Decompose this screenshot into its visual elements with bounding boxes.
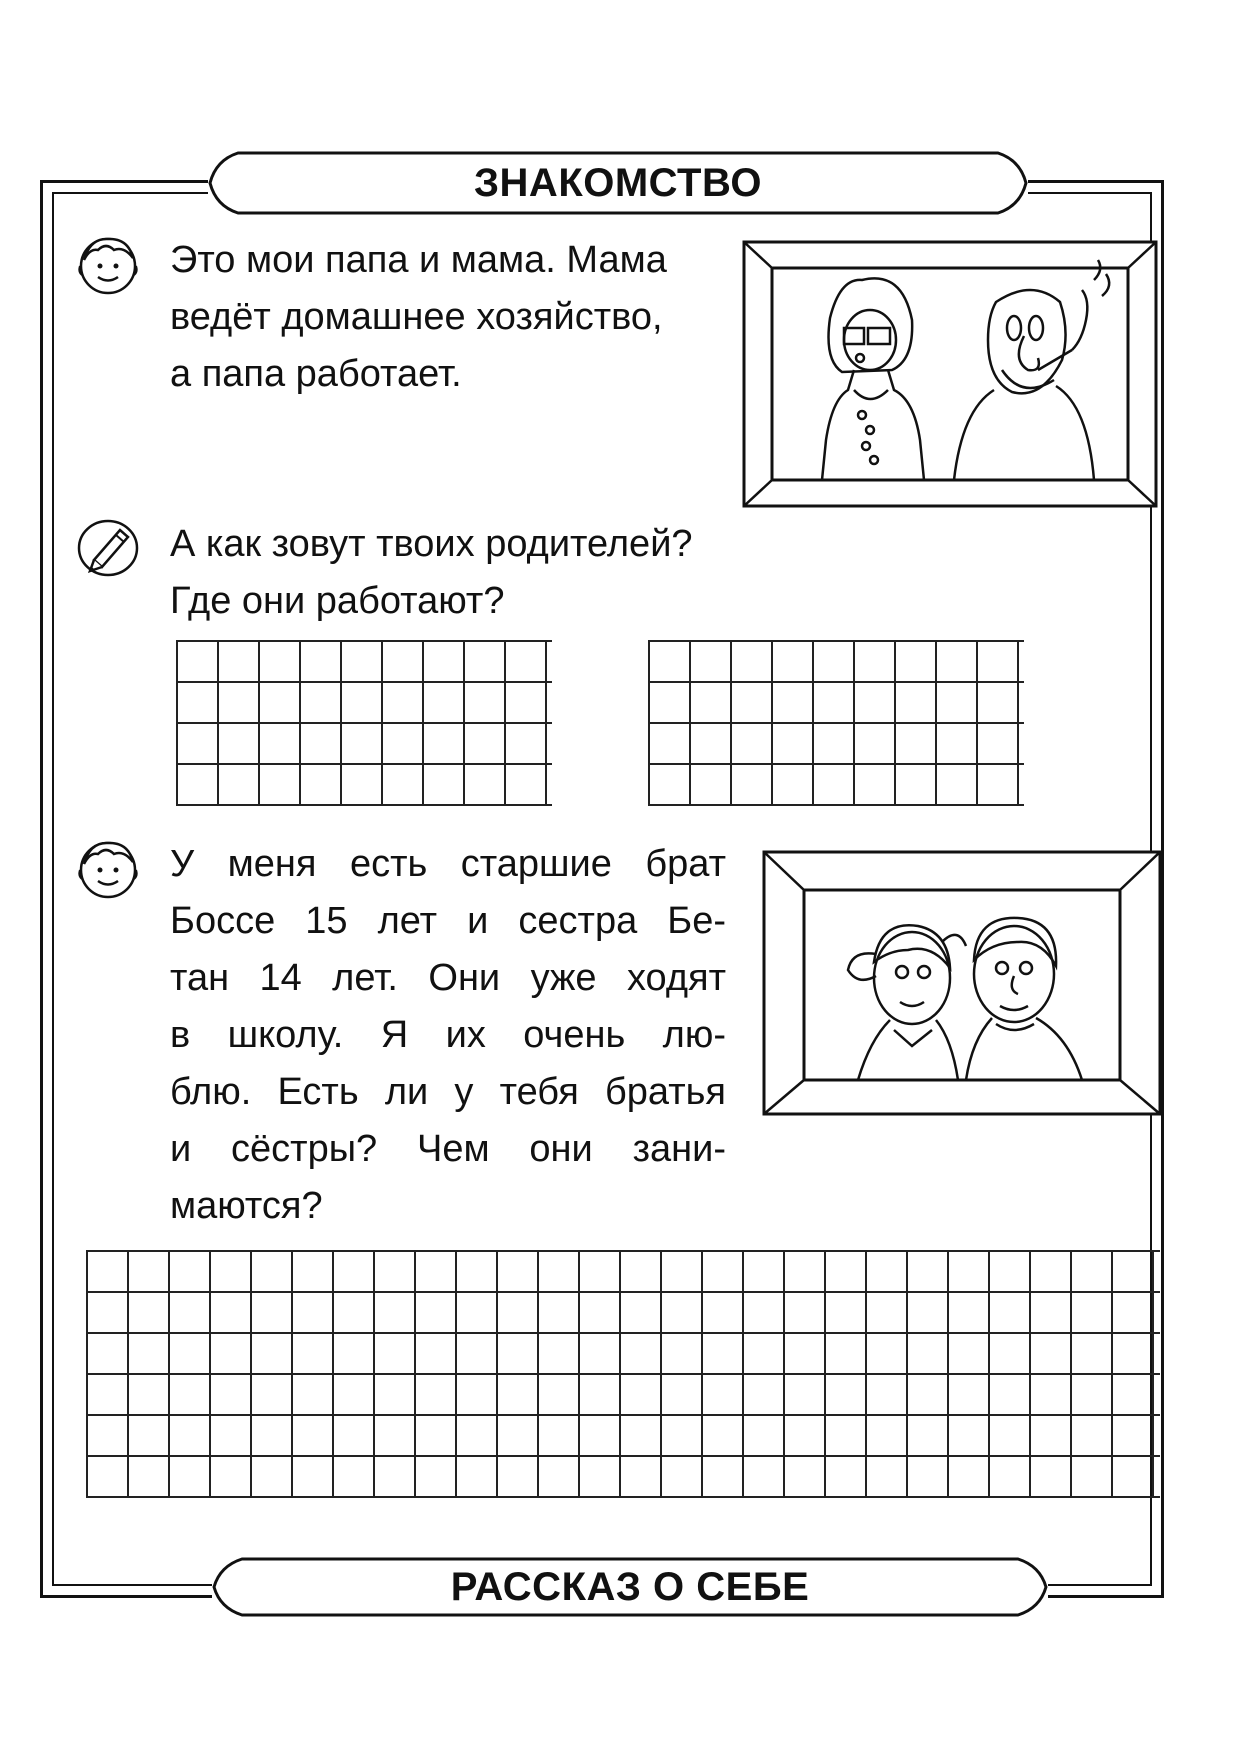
parents-picture	[742, 240, 1162, 510]
boy-face-icon	[76, 232, 140, 296]
answer-grid-left[interactable]	[176, 640, 552, 806]
header-banner	[208, 150, 1028, 216]
intro-parents-text: Это мои папа и мама. Мама ведёт домашнее хозяйство, а папа работает.	[170, 239, 667, 395]
page-title: ЗНАКОМСТВО	[473, 160, 762, 205]
answer-grid-wide[interactable]	[86, 1250, 1160, 1498]
pencil-icon	[76, 516, 140, 580]
boy-face-icon	[76, 836, 140, 900]
answer-grid-right[interactable]	[648, 640, 1024, 806]
footer-banner	[212, 1556, 1048, 1618]
siblings-picture	[762, 850, 1166, 1118]
siblings-text: У меня есть старшие брат Боссе 15 лет и сестра Бе- тан 14 лет. Они уже ходят в школу. Я их очень лю- блю. Есть ли у тебя братья и сёстры? Чем они зани- маются?	[170, 843, 726, 1227]
parents-question-text: А как зовут твоих родителей? Где они работают?	[170, 523, 693, 622]
footer-title: РАССКАЗ О СЕБЕ	[450, 1564, 810, 1609]
